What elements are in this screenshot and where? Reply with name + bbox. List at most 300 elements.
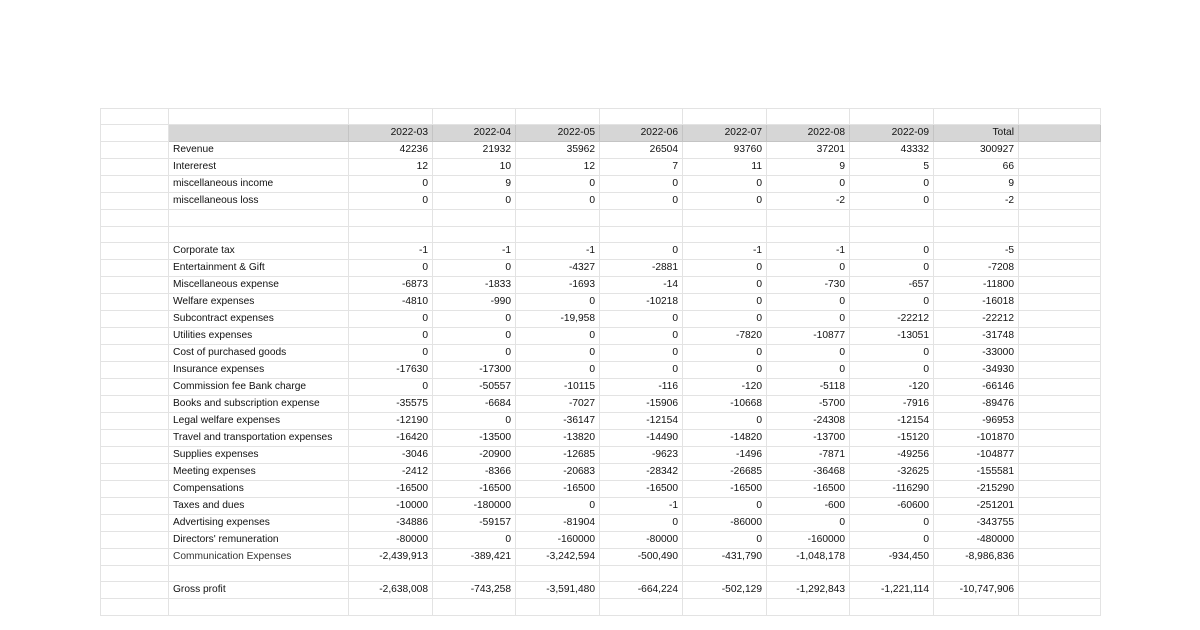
empty-cell[interactable] — [349, 566, 433, 582]
value-cell[interactable]: -36468 — [767, 464, 850, 481]
row-label[interactable]: Books and subscription expense — [169, 396, 349, 413]
value-cell[interactable]: -16500 — [433, 481, 516, 498]
empty-cell[interactable] — [433, 109, 516, 125]
empty-cell[interactable] — [101, 549, 169, 566]
value-cell[interactable]: -5700 — [767, 396, 850, 413]
row-label[interactable]: miscellaneous income — [169, 176, 349, 193]
value-cell[interactable]: -120 — [683, 379, 767, 396]
value-cell[interactable]: -26685 — [683, 464, 767, 481]
value-cell[interactable]: -12685 — [516, 447, 600, 464]
empty-cell[interactable] — [934, 210, 1019, 226]
empty-cell[interactable] — [101, 109, 169, 125]
row-label[interactable]: Welfare expenses — [169, 294, 349, 311]
total-cell[interactable]: -215290 — [934, 481, 1019, 498]
empty-cell[interactable] — [1019, 464, 1101, 481]
value-cell[interactable]: 42236 — [349, 142, 433, 159]
value-cell[interactable]: -7871 — [767, 447, 850, 464]
empty-cell[interactable] — [516, 210, 600, 226]
value-cell[interactable]: -3,591,480 — [516, 582, 600, 599]
value-cell[interactable]: -1 — [516, 243, 600, 260]
value-cell[interactable]: -2,638,008 — [349, 582, 433, 599]
total-cell[interactable]: -11800 — [934, 277, 1019, 294]
value-cell[interactable]: 26504 — [600, 142, 683, 159]
total-cell[interactable]: -66146 — [934, 379, 1019, 396]
row-label[interactable]: Entertainment & Gift — [169, 260, 349, 277]
empty-cell[interactable] — [101, 481, 169, 498]
empty-cell[interactable] — [516, 599, 600, 615]
empty-cell[interactable] — [600, 566, 683, 582]
month-header-cell[interactable]: 2022-08 — [767, 125, 850, 142]
value-cell[interactable]: 0 — [683, 345, 767, 362]
value-cell[interactable]: -13700 — [767, 430, 850, 447]
value-cell[interactable]: -17630 — [349, 362, 433, 379]
value-cell[interactable]: -6684 — [433, 396, 516, 413]
month-header-cell[interactable]: 2022-03 — [349, 125, 433, 142]
row-label[interactable]: Communication Expenses — [169, 549, 349, 566]
row-label[interactable]: Advertising expenses — [169, 515, 349, 532]
value-cell[interactable]: 0 — [767, 362, 850, 379]
value-cell[interactable]: 0 — [600, 193, 683, 210]
value-cell[interactable]: -16500 — [516, 481, 600, 498]
month-header-cell[interactable]: 2022-06 — [600, 125, 683, 142]
empty-cell[interactable] — [1019, 430, 1101, 447]
empty-cell[interactable] — [101, 328, 169, 345]
empty-cell[interactable] — [101, 243, 169, 260]
value-cell[interactable]: -743,258 — [433, 582, 516, 599]
value-cell[interactable]: -16500 — [349, 481, 433, 498]
empty-cell[interactable] — [600, 210, 683, 226]
empty-cell[interactable] — [101, 566, 169, 582]
row-label[interactable]: Miscellaneous expense — [169, 277, 349, 294]
month-header-cell[interactable]: 2022-07 — [683, 125, 767, 142]
empty-cell[interactable] — [101, 498, 169, 515]
total-header-cell[interactable]: Total — [934, 125, 1019, 142]
empty-cell[interactable] — [934, 599, 1019, 615]
value-cell[interactable]: -3,242,594 — [516, 549, 600, 566]
empty-cell[interactable] — [1019, 277, 1101, 294]
empty-cell[interactable] — [101, 464, 169, 481]
empty-cell[interactable] — [600, 109, 683, 125]
empty-cell[interactable] — [349, 109, 433, 125]
value-cell[interactable]: 0 — [683, 532, 767, 549]
total-cell[interactable]: -7208 — [934, 260, 1019, 277]
value-cell[interactable]: -49256 — [850, 447, 934, 464]
value-cell[interactable]: 0 — [850, 260, 934, 277]
value-cell[interactable]: 0 — [767, 260, 850, 277]
value-cell[interactable]: -500,490 — [600, 549, 683, 566]
row-label[interactable]: miscellaneous loss — [169, 193, 349, 210]
value-cell[interactable]: 0 — [349, 193, 433, 210]
value-cell[interactable]: -10877 — [767, 328, 850, 345]
value-cell[interactable]: 21932 — [433, 142, 516, 159]
row-label[interactable]: Directors' remuneration — [169, 532, 349, 549]
value-cell[interactable]: 0 — [600, 515, 683, 532]
value-cell[interactable]: 0 — [516, 328, 600, 345]
value-cell[interactable]: -17300 — [433, 362, 516, 379]
value-cell[interactable]: -60600 — [850, 498, 934, 515]
value-cell[interactable]: -15906 — [600, 396, 683, 413]
value-cell[interactable]: -389,421 — [433, 549, 516, 566]
total-cell[interactable]: -33000 — [934, 345, 1019, 362]
empty-cell[interactable] — [101, 210, 169, 226]
empty-cell[interactable] — [1019, 109, 1101, 125]
empty-cell[interactable] — [934, 109, 1019, 125]
value-cell[interactable]: 0 — [516, 193, 600, 210]
row-label[interactable]: Utilities expenses — [169, 328, 349, 345]
empty-cell[interactable] — [934, 226, 1019, 242]
value-cell[interactable]: -657 — [850, 277, 934, 294]
value-cell[interactable]: -1 — [600, 498, 683, 515]
empty-cell[interactable] — [767, 599, 850, 615]
value-cell[interactable]: 0 — [683, 311, 767, 328]
empty-cell[interactable] — [1019, 362, 1101, 379]
empty-cell[interactable] — [683, 566, 767, 582]
empty-cell[interactable] — [850, 226, 934, 242]
empty-cell[interactable] — [101, 582, 169, 599]
empty-cell[interactable] — [516, 109, 600, 125]
value-cell[interactable]: -2,439,913 — [349, 549, 433, 566]
value-cell[interactable]: -730 — [767, 277, 850, 294]
empty-cell[interactable] — [1019, 481, 1101, 498]
value-cell[interactable]: -8366 — [433, 464, 516, 481]
value-cell[interactable]: -3046 — [349, 447, 433, 464]
value-cell[interactable]: -160000 — [767, 532, 850, 549]
empty-cell[interactable] — [101, 515, 169, 532]
empty-cell[interactable] — [101, 125, 169, 142]
value-cell[interactable]: 0 — [683, 277, 767, 294]
value-cell[interactable]: 0 — [433, 260, 516, 277]
empty-cell[interactable] — [600, 599, 683, 615]
value-cell[interactable]: 0 — [349, 260, 433, 277]
value-cell[interactable]: -116290 — [850, 481, 934, 498]
value-cell[interactable]: 0 — [349, 328, 433, 345]
row-label[interactable]: Meeting expenses — [169, 464, 349, 481]
value-cell[interactable]: 5 — [850, 159, 934, 176]
total-cell[interactable]: -10,747,906 — [934, 582, 1019, 599]
row-label[interactable]: Intererest — [169, 159, 349, 176]
value-cell[interactable]: -12190 — [349, 413, 433, 430]
value-cell[interactable]: 0 — [850, 532, 934, 549]
value-cell[interactable]: -5118 — [767, 379, 850, 396]
value-cell[interactable]: 0 — [349, 345, 433, 362]
empty-cell[interactable] — [850, 210, 934, 226]
value-cell[interactable]: -180000 — [433, 498, 516, 515]
empty-cell[interactable] — [169, 566, 349, 582]
value-cell[interactable]: -10115 — [516, 379, 600, 396]
value-cell[interactable]: -664,224 — [600, 582, 683, 599]
empty-cell[interactable] — [349, 210, 433, 226]
empty-cell[interactable] — [101, 396, 169, 413]
empty-cell[interactable] — [1019, 532, 1101, 549]
value-cell[interactable]: -16500 — [767, 481, 850, 498]
empty-cell[interactable] — [767, 226, 850, 242]
row-label[interactable]: Corporate tax — [169, 243, 349, 260]
row-label[interactable]: Subcontract expenses — [169, 311, 349, 328]
value-cell[interactable]: 9 — [433, 176, 516, 193]
empty-cell[interactable] — [767, 210, 850, 226]
empty-cell[interactable] — [850, 109, 934, 125]
total-cell[interactable]: -343755 — [934, 515, 1019, 532]
row-label[interactable]: Commission fee Bank charge — [169, 379, 349, 396]
value-cell[interactable]: 0 — [433, 532, 516, 549]
value-cell[interactable]: 0 — [683, 193, 767, 210]
value-cell[interactable]: 43332 — [850, 142, 934, 159]
value-cell[interactable]: -12154 — [850, 413, 934, 430]
empty-cell[interactable] — [101, 226, 169, 242]
value-cell[interactable]: 0 — [516, 294, 600, 311]
empty-cell[interactable] — [1019, 159, 1101, 176]
value-cell[interactable]: 0 — [850, 362, 934, 379]
value-cell[interactable]: -4327 — [516, 260, 600, 277]
empty-cell[interactable] — [101, 413, 169, 430]
month-header-cell[interactable]: 2022-05 — [516, 125, 600, 142]
value-cell[interactable]: -10218 — [600, 294, 683, 311]
value-cell[interactable]: 0 — [767, 345, 850, 362]
empty-cell[interactable] — [101, 311, 169, 328]
value-cell[interactable]: 0 — [683, 176, 767, 193]
value-cell[interactable]: 0 — [433, 193, 516, 210]
empty-cell[interactable] — [101, 362, 169, 379]
empty-cell[interactable] — [1019, 345, 1101, 362]
value-cell[interactable]: -7916 — [850, 396, 934, 413]
empty-cell[interactable] — [101, 142, 169, 159]
value-cell[interactable]: -13820 — [516, 430, 600, 447]
value-cell[interactable]: 0 — [767, 311, 850, 328]
empty-cell[interactable] — [1019, 379, 1101, 396]
row-label[interactable]: Insurance expenses — [169, 362, 349, 379]
empty-cell[interactable] — [1019, 566, 1101, 582]
total-cell[interactable]: -34930 — [934, 362, 1019, 379]
total-cell[interactable]: -101870 — [934, 430, 1019, 447]
value-cell[interactable]: 0 — [850, 345, 934, 362]
value-cell[interactable]: -59157 — [433, 515, 516, 532]
value-cell[interactable]: -34886 — [349, 515, 433, 532]
value-cell[interactable]: -14820 — [683, 430, 767, 447]
empty-cell[interactable] — [1019, 210, 1101, 226]
value-cell[interactable]: 0 — [850, 294, 934, 311]
empty-cell[interactable] — [767, 109, 850, 125]
empty-cell[interactable] — [1019, 294, 1101, 311]
value-cell[interactable]: -81904 — [516, 515, 600, 532]
empty-cell[interactable] — [1019, 515, 1101, 532]
empty-cell[interactable] — [349, 599, 433, 615]
value-cell[interactable]: 0 — [349, 311, 433, 328]
value-cell[interactable]: 0 — [516, 345, 600, 362]
value-cell[interactable]: -1833 — [433, 277, 516, 294]
value-cell[interactable]: -1 — [433, 243, 516, 260]
empty-cell[interactable] — [433, 226, 516, 242]
total-cell[interactable]: 9 — [934, 176, 1019, 193]
empty-cell[interactable] — [683, 210, 767, 226]
value-cell[interactable]: -50557 — [433, 379, 516, 396]
value-cell[interactable]: 11 — [683, 159, 767, 176]
value-cell[interactable]: 0 — [349, 176, 433, 193]
value-cell[interactable]: -502,129 — [683, 582, 767, 599]
value-cell[interactable]: -1 — [349, 243, 433, 260]
empty-cell[interactable] — [1019, 328, 1101, 345]
value-cell[interactable]: -35575 — [349, 396, 433, 413]
empty-cell[interactable] — [101, 532, 169, 549]
value-cell[interactable]: -1,221,114 — [850, 582, 934, 599]
empty-cell[interactable] — [169, 109, 349, 125]
value-cell[interactable]: 0 — [433, 413, 516, 430]
total-cell[interactable]: -31748 — [934, 328, 1019, 345]
value-cell[interactable]: -20900 — [433, 447, 516, 464]
value-cell[interactable]: 10 — [433, 159, 516, 176]
value-cell[interactable]: -2 — [767, 193, 850, 210]
value-cell[interactable]: 0 — [850, 193, 934, 210]
value-cell[interactable]: 0 — [600, 362, 683, 379]
empty-cell[interactable] — [1019, 582, 1101, 599]
row-label[interactable]: Cost of purchased goods — [169, 345, 349, 362]
value-cell[interactable]: 0 — [433, 345, 516, 362]
value-cell[interactable]: -14 — [600, 277, 683, 294]
empty-cell[interactable] — [683, 226, 767, 242]
value-cell[interactable]: -10668 — [683, 396, 767, 413]
empty-cell[interactable] — [169, 226, 349, 242]
total-cell[interactable]: -155581 — [934, 464, 1019, 481]
empty-cell[interactable] — [516, 566, 600, 582]
empty-cell[interactable] — [101, 379, 169, 396]
empty-cell[interactable] — [101, 193, 169, 210]
empty-cell[interactable] — [433, 210, 516, 226]
value-cell[interactable]: 0 — [767, 515, 850, 532]
value-cell[interactable]: 0 — [516, 176, 600, 193]
row-label[interactable]: Legal welfare expenses — [169, 413, 349, 430]
value-cell[interactable]: -16420 — [349, 430, 433, 447]
value-cell[interactable]: -1,048,178 — [767, 549, 850, 566]
value-cell[interactable]: -1496 — [683, 447, 767, 464]
row-label[interactable]: Taxes and dues — [169, 498, 349, 515]
value-cell[interactable]: -16500 — [600, 481, 683, 498]
value-cell[interactable]: 0 — [433, 328, 516, 345]
value-cell[interactable]: -22212 — [850, 311, 934, 328]
empty-cell[interactable] — [767, 566, 850, 582]
value-cell[interactable]: -431,790 — [683, 549, 767, 566]
total-cell[interactable]: -104877 — [934, 447, 1019, 464]
value-cell[interactable]: -80000 — [600, 532, 683, 549]
value-cell[interactable]: 0 — [600, 345, 683, 362]
value-cell[interactable]: 0 — [767, 176, 850, 193]
empty-cell[interactable] — [850, 566, 934, 582]
total-cell[interactable]: 300927 — [934, 142, 1019, 159]
value-cell[interactable]: -990 — [433, 294, 516, 311]
total-cell[interactable]: -89476 — [934, 396, 1019, 413]
value-cell[interactable]: -24308 — [767, 413, 850, 430]
row-label[interactable]: Supplies expenses — [169, 447, 349, 464]
value-cell[interactable]: 0 — [683, 260, 767, 277]
value-cell[interactable]: -28342 — [600, 464, 683, 481]
value-cell[interactable]: -13500 — [433, 430, 516, 447]
empty-cell[interactable] — [850, 599, 934, 615]
value-cell[interactable]: -1 — [683, 243, 767, 260]
empty-cell[interactable] — [1019, 311, 1101, 328]
empty-cell[interactable] — [101, 159, 169, 176]
value-cell[interactable]: -1693 — [516, 277, 600, 294]
empty-cell[interactable] — [1019, 498, 1101, 515]
value-cell[interactable]: -86000 — [683, 515, 767, 532]
empty-cell[interactable] — [1019, 396, 1101, 413]
empty-cell[interactable] — [1019, 176, 1101, 193]
empty-cell[interactable] — [101, 345, 169, 362]
empty-cell[interactable] — [1019, 193, 1101, 210]
value-cell[interactable]: 0 — [600, 328, 683, 345]
empty-cell[interactable] — [1019, 447, 1101, 464]
value-cell[interactable]: 0 — [683, 362, 767, 379]
value-cell[interactable]: -600 — [767, 498, 850, 515]
empty-cell[interactable] — [433, 566, 516, 582]
empty-cell[interactable] — [1019, 260, 1101, 277]
value-cell[interactable]: -36147 — [516, 413, 600, 430]
value-cell[interactable]: 0 — [516, 362, 600, 379]
value-cell[interactable]: -10000 — [349, 498, 433, 515]
empty-cell[interactable] — [101, 599, 169, 615]
value-cell[interactable]: 0 — [683, 498, 767, 515]
month-header-cell[interactable]: 2022-09 — [850, 125, 934, 142]
row-label[interactable]: Gross profit — [169, 582, 349, 599]
total-cell[interactable]: 66 — [934, 159, 1019, 176]
total-cell[interactable]: -2 — [934, 193, 1019, 210]
empty-cell[interactable] — [1019, 142, 1101, 159]
value-cell[interactable]: 0 — [850, 515, 934, 532]
empty-cell[interactable] — [433, 599, 516, 615]
total-cell[interactable]: -22212 — [934, 311, 1019, 328]
value-cell[interactable]: -4810 — [349, 294, 433, 311]
empty-cell[interactable] — [1019, 226, 1101, 242]
value-cell[interactable]: -7027 — [516, 396, 600, 413]
value-cell[interactable]: -32625 — [850, 464, 934, 481]
value-cell[interactable]: -934,450 — [850, 549, 934, 566]
value-cell[interactable]: -6873 — [349, 277, 433, 294]
row-label[interactable]: Revenue — [169, 142, 349, 159]
value-cell[interactable]: -7820 — [683, 328, 767, 345]
header-label-cell[interactable] — [169, 125, 349, 142]
value-cell[interactable]: 0 — [600, 243, 683, 260]
empty-cell[interactable] — [1019, 413, 1101, 430]
empty-cell[interactable] — [169, 210, 349, 226]
empty-cell[interactable] — [101, 430, 169, 447]
value-cell[interactable]: 0 — [349, 379, 433, 396]
header-trailing-cell[interactable] — [1019, 125, 1101, 142]
value-cell[interactable]: 37201 — [767, 142, 850, 159]
value-cell[interactable]: -1,292,843 — [767, 582, 850, 599]
value-cell[interactable]: 7 — [600, 159, 683, 176]
value-cell[interactable]: 9 — [767, 159, 850, 176]
empty-cell[interactable] — [600, 226, 683, 242]
value-cell[interactable]: 0 — [850, 176, 934, 193]
empty-cell[interactable] — [683, 599, 767, 615]
empty-cell[interactable] — [101, 176, 169, 193]
value-cell[interactable]: -16500 — [683, 481, 767, 498]
empty-cell[interactable] — [169, 599, 349, 615]
empty-cell[interactable] — [101, 260, 169, 277]
total-cell[interactable]: -96953 — [934, 413, 1019, 430]
total-cell[interactable]: -16018 — [934, 294, 1019, 311]
value-cell[interactable]: 12 — [349, 159, 433, 176]
empty-cell[interactable] — [683, 109, 767, 125]
empty-cell[interactable] — [934, 566, 1019, 582]
value-cell[interactable]: -2881 — [600, 260, 683, 277]
value-cell[interactable]: -13051 — [850, 328, 934, 345]
value-cell[interactable]: -20683 — [516, 464, 600, 481]
value-cell[interactable]: -12154 — [600, 413, 683, 430]
value-cell[interactable]: -160000 — [516, 532, 600, 549]
row-label[interactable]: Travel and transportation expenses — [169, 430, 349, 447]
value-cell[interactable]: 93760 — [683, 142, 767, 159]
empty-cell[interactable] — [516, 226, 600, 242]
value-cell[interactable]: 0 — [850, 243, 934, 260]
value-cell[interactable]: -2412 — [349, 464, 433, 481]
